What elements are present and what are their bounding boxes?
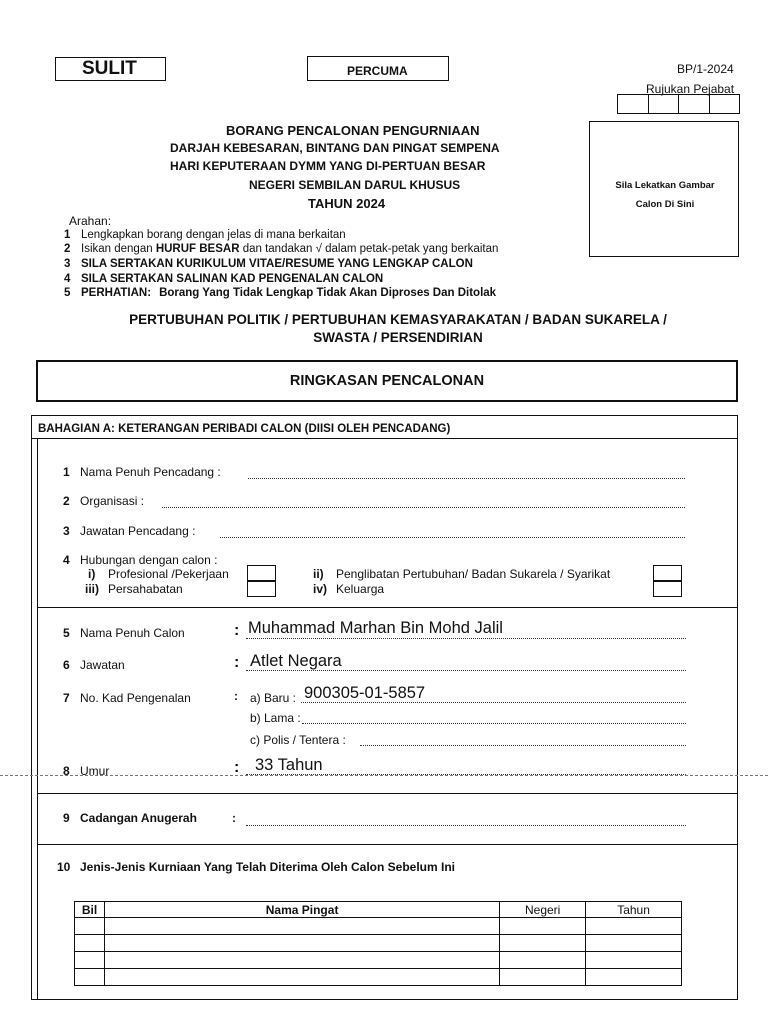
bahagian-a-header-line (31, 438, 738, 439)
field-7-colon: : (234, 689, 238, 703)
rujukan-boxes[interactable] (617, 94, 740, 114)
field-9-num: 9 (63, 811, 70, 825)
arahan-text: SILA SERTAKAN SALINAN KAD PENGENALAN CALON (81, 273, 384, 285)
field-4-opt3-num: iii) (85, 582, 99, 596)
title-line-5: TAHUN 2024 (308, 196, 386, 211)
scan-fold-line (0, 775, 768, 776)
field-4-opt4-label: Keluarga (336, 582, 385, 596)
org-type-line-1: PERTUBUHAN POLITIK / PERTUBUHAN KEMASYARAKATAN / BADAN SUKARELA / (129, 312, 667, 327)
table-row[interactable] (75, 969, 682, 986)
field-1-num: 1 (63, 465, 70, 479)
photo-box[interactable] (589, 121, 739, 257)
col-negeri: Negeri (500, 902, 586, 918)
field-4-opt1-label: Profesional /Pekerjaan (108, 567, 229, 581)
ic-lama-label: b) Lama : (250, 711, 301, 725)
section-divider-1 (37, 607, 737, 608)
arahan-item-3 (64, 258, 473, 270)
kurniaan-table (74, 901, 682, 986)
field-6-label: Jawatan (80, 658, 125, 672)
photo-instruction-2: Calon Di Sini (635, 199, 695, 210)
field-5-num: 5 (63, 626, 70, 640)
col-bil: Bil (75, 902, 105, 918)
field-10-label: Jenis-Jenis Kurniaan Yang Telah Diterima Oleh Calon Sebelum Ini (80, 860, 455, 874)
ic-polis-label: c) Polis / Tentera : (250, 733, 346, 747)
field-7-label: No. Kad Pengenalan (80, 691, 191, 705)
rujukan-label: Rujukan Pejabat (646, 82, 735, 96)
field-10-num: 10 (57, 860, 71, 874)
field-2-num: 2 (63, 494, 70, 508)
percuma-label: PERCUMA (347, 64, 408, 78)
arahan-num: 5 (64, 287, 71, 299)
field-4-opt2-num: ii) (313, 567, 324, 581)
sulit-label: SULIT (82, 58, 137, 79)
arahan-num: 4 (64, 273, 71, 285)
arahan-item-4 (64, 273, 383, 285)
ic-baru-value: 900305-01-5857 (304, 684, 426, 702)
inner-frame-left (37, 438, 38, 1000)
ic-lama-input[interactable] (302, 712, 686, 724)
arahan-text-bold: HURUF BESAR (155, 243, 240, 255)
title-line-2: DARJAH KEBESARAN, BINTANG DAN PINGAT SEMPENA (170, 141, 500, 155)
inner-frame-right (737, 438, 738, 1000)
table-row[interactable] (75, 935, 682, 952)
title-line-3: HARI KEPUTERAAN DYMM YANG DI-PERTUAN BESAR (170, 159, 486, 173)
field-3-input[interactable] (220, 526, 685, 538)
bahagian-a-title: BAHAGIAN A: KETERANGAN PERIBADI CALON (DIISI OLEH PENCADANG) (38, 423, 451, 435)
checkbox-profesional[interactable] (247, 565, 276, 581)
field-9-input[interactable] (246, 814, 686, 826)
arahan-text-pre: Isikan dengan (81, 243, 156, 255)
field-4-num: 4 (63, 553, 70, 567)
field-1-input[interactable] (248, 467, 685, 479)
title-line-1: BORANG PENCALONAN PENGURNIAAN (226, 123, 480, 138)
photo-instruction-1: Sila Lekatkan Gambar (615, 180, 715, 191)
arahan-item-2 (64, 243, 498, 255)
table-row[interactable] (75, 918, 682, 935)
field-6-num: 6 (63, 658, 70, 672)
section-divider-2 (37, 793, 737, 794)
checkbox-keluarga[interactable] (653, 581, 682, 597)
ringkasan-title: RINGKASAN PENCALONAN (289, 373, 485, 389)
field-9-colon: : (232, 811, 236, 825)
arahan-num: 2 (64, 243, 71, 255)
checkbox-persahabatan[interactable] (247, 581, 276, 597)
field-8-num: 8 (63, 764, 70, 778)
field-1-label: Nama Penuh Pencadang : (80, 465, 221, 479)
col-tahun: Tahun (586, 902, 682, 918)
arahan-text: SILA SERTAKAN KURIKULUM VITAE/RESUME YANG LENGKAP CALON (81, 258, 473, 270)
table-header-row (75, 902, 682, 918)
field-3-num: 3 (63, 524, 70, 538)
field-4-opt4-num: iv) (313, 582, 328, 596)
field-5-label: Nama Penuh Calon (80, 626, 185, 640)
arahan-text-post: dan tandakan √ dalam petak-petak yang berkaitan (239, 243, 499, 255)
field-4-opt1-num: i) (88, 567, 96, 581)
field-5-colon: : (234, 622, 240, 639)
arahan-item-5 (64, 287, 496, 299)
field-4-label: Hubungan dengan calon : (80, 553, 218, 567)
arahan-label: PERHATIAN: (81, 287, 152, 299)
field-9-label: Cadangan Anugerah (80, 811, 197, 825)
field-5-value: Muhammad Marhan Bin Mohd Jalil (248, 619, 503, 637)
field-8-label: Umur (80, 764, 110, 778)
field-7-num: 7 (63, 691, 70, 705)
field-8-value: 33 Tahun (255, 756, 323, 774)
field-6-value: Atlet Negara (250, 652, 342, 670)
section-divider-3 (37, 844, 737, 845)
field-4-opt3-label: Persahabatan (108, 582, 183, 596)
table-row[interactable] (75, 952, 682, 969)
arahan-num: 3 (64, 258, 71, 270)
field-3-label: Jawatan Pencadang : (80, 524, 196, 538)
arahan-heading: Arahan: (69, 214, 112, 228)
form-code: BP/1-2024 (677, 62, 734, 76)
ic-baru-label: a) Baru : (250, 691, 297, 705)
checkbox-penglibatan[interactable] (653, 565, 682, 581)
title-line-4: NEGERI SEMBILAN DARUL KHUSUS (249, 178, 461, 192)
arahan-text: Lengkapkan borang dengan jelas di mana berkaitan (81, 229, 346, 241)
field-2-input[interactable] (162, 496, 685, 508)
field-2-label: Organisasi : (80, 494, 145, 508)
ic-polis-input[interactable] (360, 734, 686, 746)
arahan-text: Borang Yang Tidak Lengkap Tidak Akan Diproses Dan Ditolak (159, 287, 497, 299)
arahan-item-1 (64, 229, 346, 241)
col-nama-pingat: Nama Pingat (104, 902, 499, 918)
org-type-line-2: SWASTA / PERSENDIRIAN (313, 330, 483, 345)
arahan-num: 1 (64, 229, 71, 241)
field-8-colon: : (234, 759, 240, 776)
field-4-opt2-label: Penglibatan Pertubuhan/ Badan Sukarela / Syarikat (336, 567, 611, 581)
field-6-colon: : (234, 654, 240, 671)
